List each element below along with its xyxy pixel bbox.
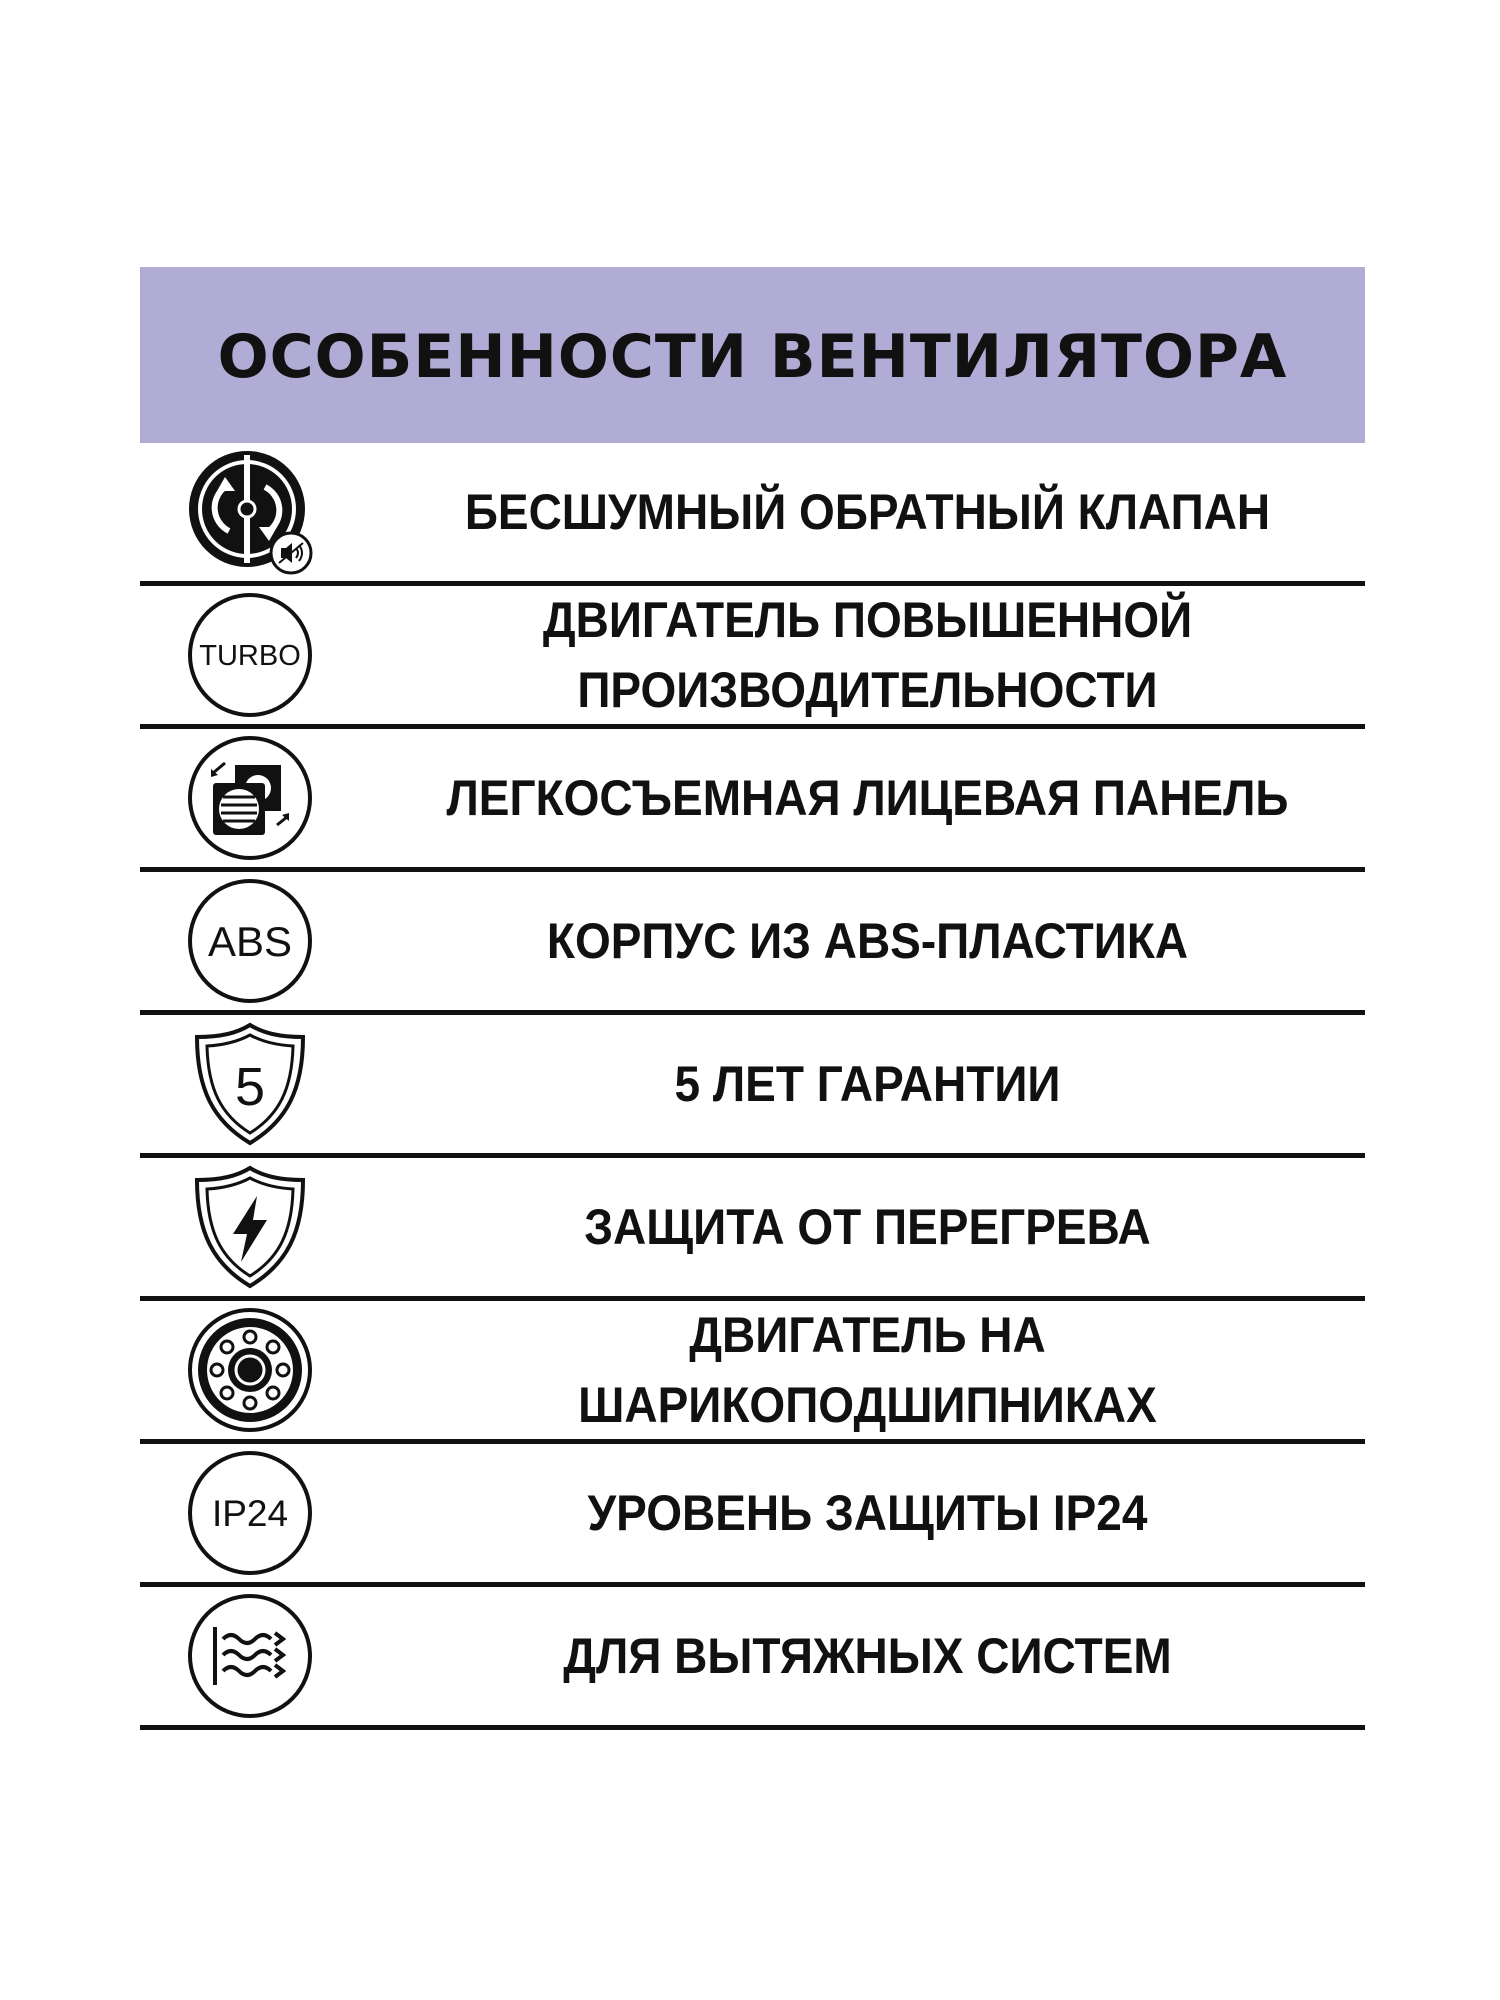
feature-label: БЕСШУМНЫЙ ОБРАТНЫЙ КЛАПАН [464, 484, 1271, 540]
list-item [140, 1444, 1365, 1587]
list-item [140, 1301, 1365, 1444]
turbo-icon [185, 590, 315, 720]
ball-bearing-icon [185, 1305, 315, 1435]
svg-text:ABS: ABS [207, 918, 293, 965]
feature-label: УРОВЕНЬ ЗАЩИТЫ IP24 [587, 1485, 1148, 1541]
feature-label: ДВИГАТЕЛЬ НА ШАРИКОПОДШИПНИКАХ [578, 1307, 1157, 1433]
ip24-icon [185, 1448, 315, 1578]
features-panel [140, 267, 1365, 1730]
abs-icon [185, 876, 315, 1006]
feature-label: ДВИГАТЕЛЬ ПОВЫШЕННОЙ ПРОИЗВОДИТЕЛЬНОСТИ [542, 592, 1193, 718]
list-item [140, 443, 1365, 586]
header-banner [140, 267, 1365, 443]
list-item [140, 729, 1365, 872]
svg-text:TURBO: TURBO [199, 640, 301, 672]
list-item [140, 1587, 1365, 1730]
removable-panel-icon [185, 733, 315, 863]
feature-label: КОРПУС ИЗ ABS-ПЛАСТИКА [546, 913, 1189, 969]
list-item [140, 1015, 1365, 1158]
list-item [140, 586, 1365, 729]
feature-label: ЛЕГКОСЪЕМНАЯ ЛИЦЕВАЯ ПАНЕЛЬ [446, 770, 1289, 826]
feature-label: 5 ЛЕТ ГАРАНТИИ [674, 1056, 1061, 1112]
feature-label: ЗАЩИТА ОТ ПЕРЕГРЕВА [584, 1199, 1151, 1255]
warranty-shield-icon [185, 1019, 315, 1149]
list-item [140, 1158, 1365, 1301]
list-item [140, 872, 1365, 1015]
feature-label: ДЛЯ ВЫТЯЖНЫХ СИСТЕМ [563, 1628, 1172, 1684]
silent-check-valve-icon [185, 447, 315, 577]
overheat-shield-icon [185, 1162, 315, 1292]
feature-list [140, 443, 1365, 1730]
exhaust-airflow-icon [185, 1591, 315, 1721]
svg-text:IP24: IP24 [211, 1493, 289, 1534]
page-title: ОСОБЕННОСТИ ВЕНТИЛЯТОРА [217, 322, 1288, 392]
svg-text:5: 5 [234, 1057, 266, 1117]
